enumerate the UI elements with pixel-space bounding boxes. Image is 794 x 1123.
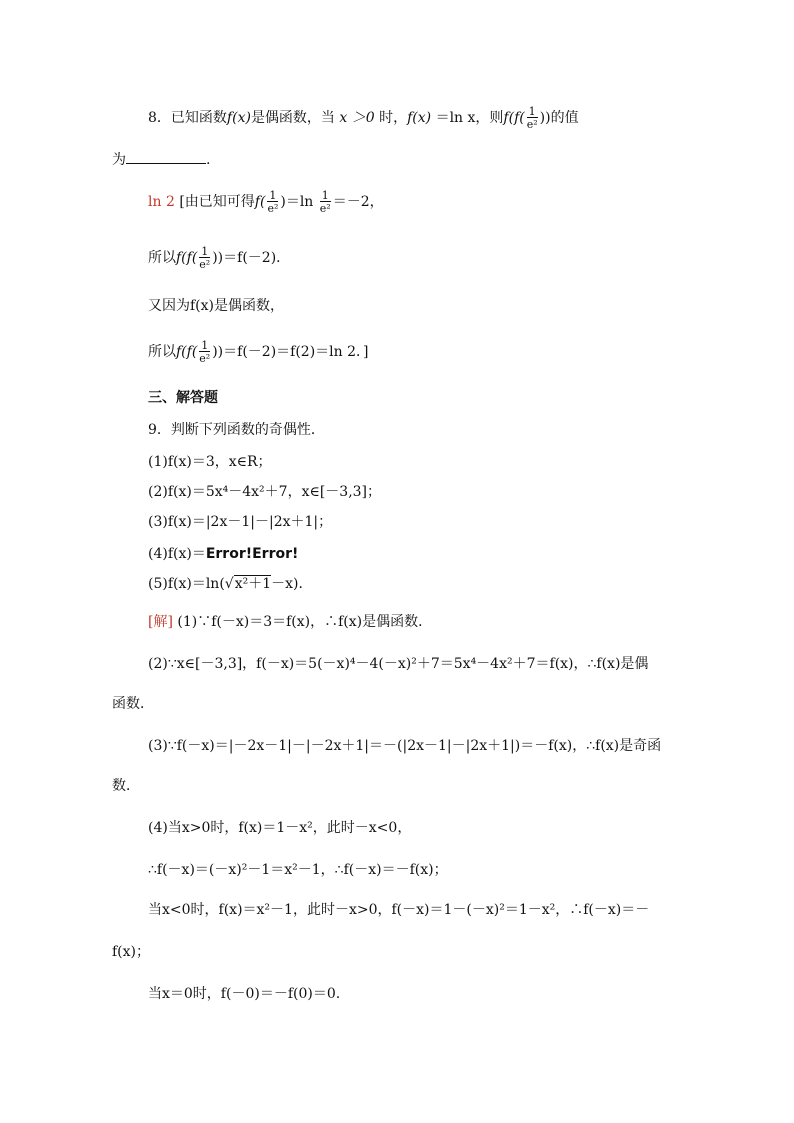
a8-l1c: )＝ln: [280, 194, 314, 210]
sol-line3a: (3)∵f(－x)＝|－2x－1|－|－2x＋1|＝－(|2x－1|－|2x＋1|)＝－f(x)，∴f(x)是奇函: [148, 738, 662, 754]
a8-l4c: ))＝f(－2)＝f(2)＝ln 2．]: [212, 344, 369, 360]
q9-p5c: －x)．: [271, 576, 313, 592]
sol-line3b: 数．: [112, 778, 140, 794]
q8-when: 时，: [379, 110, 408, 126]
q8-ff: f(f(: [503, 110, 525, 126]
q9-p4a: (4)f(x)＝: [148, 546, 206, 562]
a8-frac-num-3: 1: [201, 245, 209, 258]
sol-line4d: f(x)；: [112, 944, 151, 960]
q8-tail: 的值: [550, 110, 579, 126]
sqrt-sign: √: [224, 576, 234, 592]
q8-fx2: f(x): [407, 110, 432, 126]
q8-close: )): [539, 110, 551, 126]
sol-line4a: (4)当x>0时，f(x)＝1－x²，此时－x<0，: [148, 820, 412, 836]
a8-frac-num-1: 1: [269, 189, 277, 202]
a8-fraction-2: [320, 190, 331, 214]
q9-part2: (2)f(x)＝5x⁴－4x²＋7，x∈[－3,3]；: [148, 484, 382, 500]
sol-line4b: ∴f(－x)＝(－x)²－1＝x²－1，∴f(－x)＝－f(x)；: [148, 862, 448, 878]
q8-mid: 是偶函数，当: [250, 110, 335, 126]
a8-l2b: f(f(: [176, 250, 198, 266]
a8-frac-num-4: 1: [201, 339, 209, 352]
q8-fraction: [527, 106, 538, 130]
a8-frac-den-4: e²: [199, 352, 211, 365]
q9-title: 9．判断下列函数的奇偶性．: [148, 422, 325, 438]
q8-cond: x ＞0: [339, 110, 375, 126]
a8-l2c: ))＝f(－2)．: [212, 250, 291, 266]
section-heading: 三、解答题: [148, 390, 218, 406]
q8-line1: [148, 106, 579, 130]
answer-blank: [126, 163, 206, 164]
sol-s1: (1)∵f(－x)＝3＝f(x)，∴f(x)是偶函数．: [177, 614, 433, 630]
a8-answer: ln 2: [148, 194, 175, 210]
a8-l4a: 所以: [148, 344, 176, 360]
q9-part3: (3)f(x)＝|2x－1|－|2x＋1|；: [148, 514, 333, 530]
a8-l1d: ＝－2，: [332, 194, 384, 210]
q8-line2-start: 为: [112, 152, 126, 168]
q9-part5: [148, 574, 313, 594]
a8-frac-num-2: 1: [321, 189, 329, 202]
solution-tag: [解]: [148, 614, 173, 630]
a8-line3: 又因为f(x)是偶函数，: [148, 298, 285, 314]
q8-then: ，则: [475, 110, 504, 126]
a8-fraction-1: [267, 190, 278, 214]
q9-p5a: (5)f(x)＝ln(: [148, 576, 225, 592]
q8-prefix: 8．已知函数: [148, 110, 227, 126]
a8-fraction-4: [199, 340, 210, 364]
sol-line1: [148, 612, 432, 632]
q8-frac-num: 1: [528, 105, 536, 118]
q9-p4b: Error!Error!: [205, 546, 299, 562]
a8-frac-den-3: e²: [199, 258, 211, 271]
sol-line2a: (2)∵x∈[－3,3]，f(－x)＝5(－x)⁴－4(－x)²＋7＝5x⁴－4x²＋7＝f(x)，∴f(x)是偶: [148, 656, 649, 672]
a8-l1b: f(: [254, 194, 266, 210]
sol-line4c: 当x<0时，f(x)＝x²－1，此时－x>0，f(－x)＝1－(－x)²＝1－x²，∴f(－x)＝－: [148, 902, 650, 918]
a8-fraction-3: [199, 246, 210, 270]
q8-period: .: [206, 152, 211, 168]
q8-eq: ＝ln x: [435, 110, 476, 126]
a8-l4b: f(f(: [176, 344, 198, 360]
sol-line4e: 当x＝0时，f(－0)＝－f(0)＝0.: [148, 986, 341, 1002]
a8-frac-den-1: e²: [267, 202, 279, 215]
a8-line1: [148, 190, 384, 214]
q9-p5b: x²＋1: [234, 576, 272, 592]
sol-line2b: 函数．: [112, 696, 154, 712]
a8-line4: [148, 340, 368, 364]
a8-line2: [148, 246, 290, 270]
a8-l1a: [由已知可得: [179, 194, 255, 210]
a8-l2a: 所以: [148, 250, 176, 266]
q9-part1: (1)f(x)＝3，x∈R；: [148, 454, 272, 470]
q8-line2: [112, 150, 210, 170]
q8-fx: f(x): [226, 110, 251, 126]
q8-frac-den: e²: [526, 118, 538, 131]
q9-part4: [148, 544, 298, 564]
a8-frac-den-2: e²: [319, 202, 331, 215]
